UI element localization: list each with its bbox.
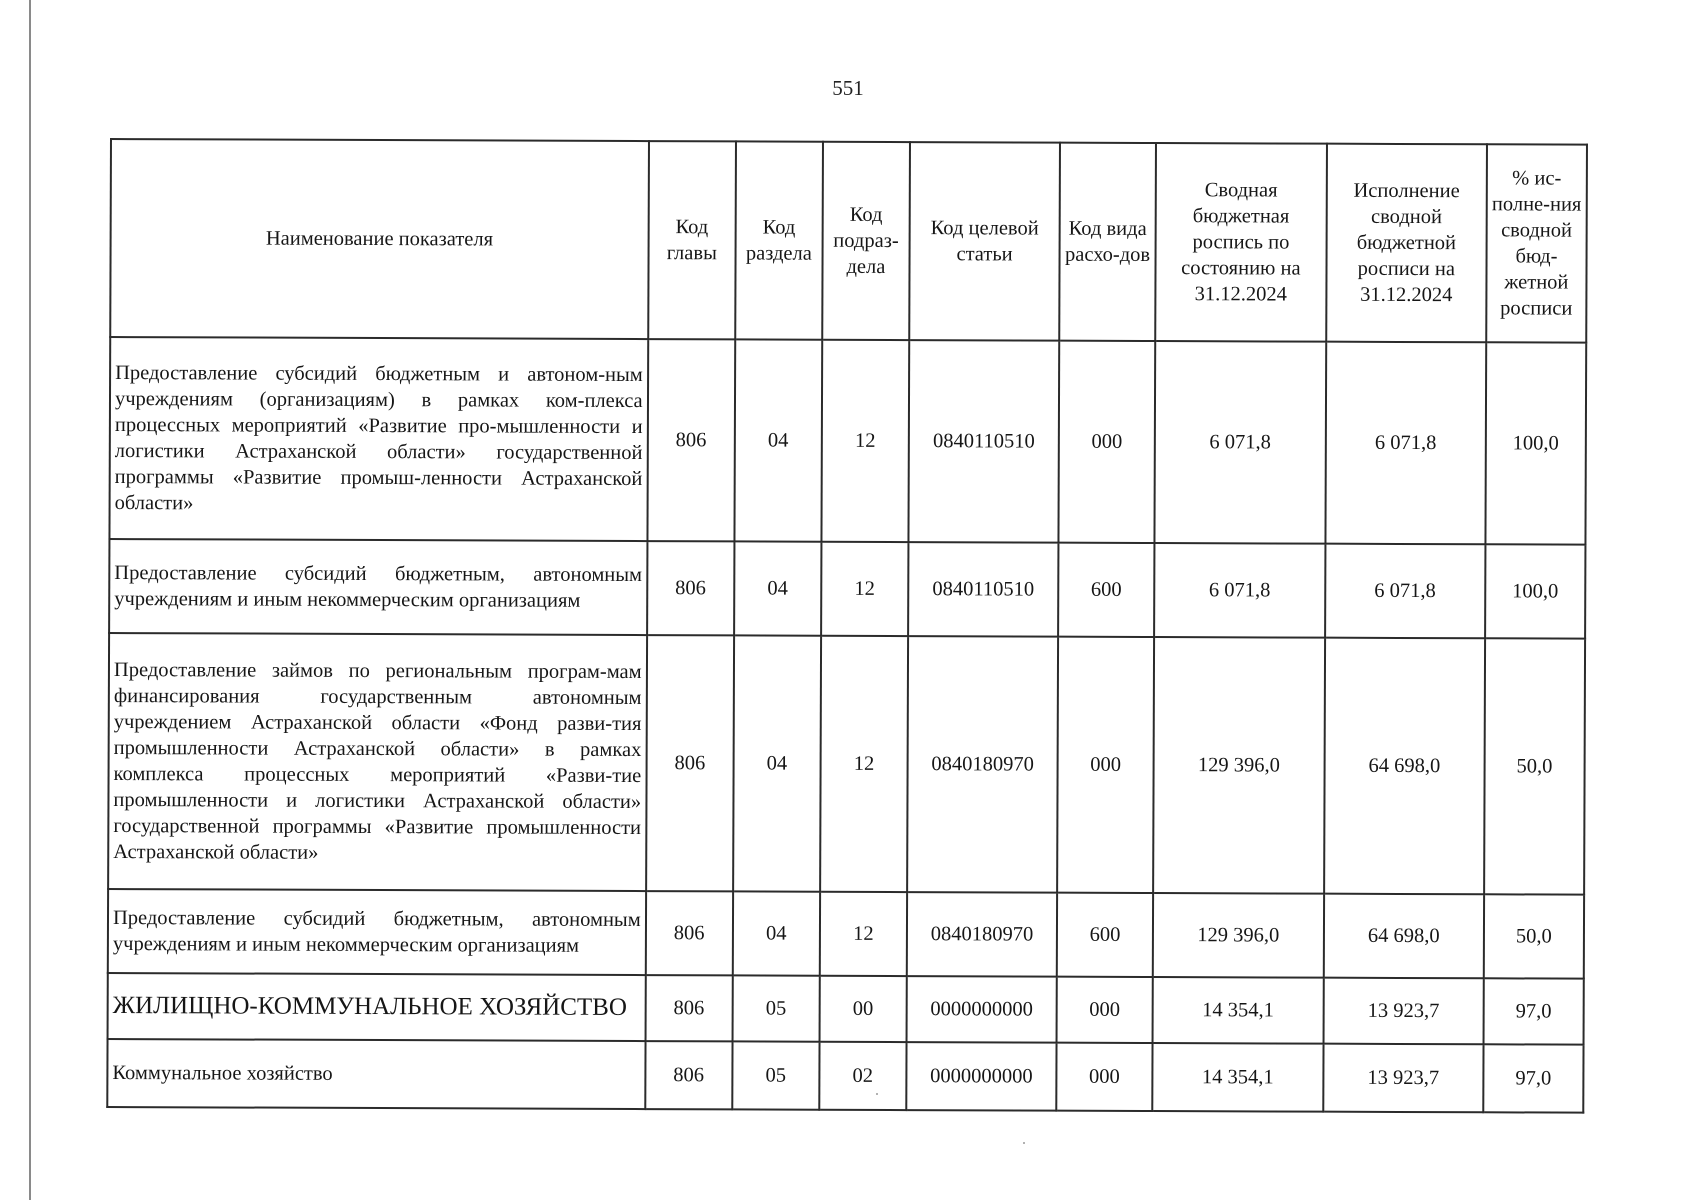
subsection-code-cell: 12 bbox=[821, 542, 908, 636]
indicator-name-cell: Предоставление субсидий бюджетным, автономным учреждениям и иным некоммерческим организациям bbox=[109, 539, 647, 635]
header-expense-type-code: Код вида расхо-дов bbox=[1059, 143, 1156, 341]
budget-execution-cell: 13 923,7 bbox=[1323, 978, 1483, 1045]
budget-execution-cell: 64 698,0 bbox=[1324, 894, 1484, 979]
expense-type-code-cell: 000 bbox=[1056, 1043, 1152, 1111]
execution-percent-cell: 97,0 bbox=[1483, 978, 1583, 1044]
execution-percent-cell: 100,0 bbox=[1485, 342, 1586, 544]
indicator-name-cell: Предоставление субсидий бюджетным, автономным учреждениям и иным некоммерческим организациям bbox=[108, 889, 646, 975]
subsection-code-cell: 12 bbox=[820, 636, 908, 892]
indicator-name-cell: Предоставление займов по региональным програм-мам финансирования государственным автономным учреждением Астраханской области «Фонд разви-тия промышленности Астраханской области» в рамках комплекса процессных мероприятий «Разви-тие промышленности и логистики Астраханской области» государственной программы «Развитие промышленности Астраханской области» bbox=[108, 633, 647, 891]
table-header-row bbox=[110, 139, 1587, 343]
section-code-cell: 04 bbox=[733, 891, 820, 975]
chapter-code-cell: 806 bbox=[645, 891, 732, 975]
scan-speck bbox=[876, 1093, 878, 1095]
chapter-code-cell: 806 bbox=[646, 635, 734, 891]
chapter-code-cell: 806 bbox=[645, 1041, 732, 1109]
header-budget-execution: Исполнение сводной бюджетной росписи на 31.12.2024 bbox=[1326, 144, 1487, 343]
header-section-code: Код раздела bbox=[735, 141, 823, 339]
target-article-code-cell: 0840110510 bbox=[908, 340, 1059, 543]
header-target-article-code: Код целевой статьи bbox=[909, 142, 1060, 341]
table-row bbox=[108, 633, 1585, 895]
table-row bbox=[109, 539, 1585, 639]
page-number: 551 bbox=[832, 76, 864, 100]
header-execution-percent: % ис-полне-ния сводной бюд-жетной росписи bbox=[1486, 144, 1587, 342]
indicator-name-cell: Коммунальное хозяйство bbox=[107, 1039, 645, 1109]
header-budget-plan: Сводная бюджетная роспись по состоянию на 31.12.2024 bbox=[1155, 143, 1327, 342]
header-subsection-code: Код подраз-дела bbox=[822, 142, 910, 340]
expense-type-code-cell: 000 bbox=[1057, 637, 1154, 893]
execution-percent-cell: 50,0 bbox=[1484, 894, 1585, 978]
chapter-code-cell: 806 bbox=[647, 541, 734, 635]
budget-plan-cell: 129 396,0 bbox=[1153, 893, 1324, 978]
section-code-cell: 04 bbox=[733, 635, 821, 891]
subsection-code-cell: 12 bbox=[820, 892, 907, 976]
chapter-code-cell: 806 bbox=[647, 339, 735, 541]
subsection-code-cell: 02 bbox=[819, 1042, 906, 1110]
budget-execution-cell: 64 698,0 bbox=[1324, 638, 1485, 895]
indicator-name-cell: Предоставление субсидий бюджетным и автоном-ным учреждениям (организациям) в рамках ком-плекса процессных мероприятий «Развитие про-мышленности и логистики Астраханской области» государственной программы «Развитие промыш-ленности Астраханской области» bbox=[109, 337, 647, 541]
expense-type-code-cell: 000 bbox=[1059, 341, 1156, 543]
section-code-cell: 05 bbox=[732, 1041, 819, 1109]
target-article-code-cell: 0840180970 bbox=[907, 636, 1058, 893]
chapter-code-cell: 806 bbox=[645, 975, 732, 1041]
execution-percent-cell: 100,0 bbox=[1485, 544, 1586, 638]
budget-execution-cell: 13 923,7 bbox=[1323, 1044, 1483, 1113]
expense-type-code-cell: 000 bbox=[1057, 977, 1153, 1043]
table-row bbox=[109, 337, 1586, 545]
subsection-code-cell: 12 bbox=[821, 340, 909, 542]
table-row bbox=[108, 973, 1584, 1045]
scan-speck bbox=[1023, 1142, 1025, 1144]
execution-percent-cell: 50,0 bbox=[1484, 638, 1585, 894]
indicator-name-cell: ЖИЛИЩНО-КОММУНАЛЬНОЕ ХОЗЯЙСТВО bbox=[108, 973, 646, 1041]
section-code-cell: 04 bbox=[734, 541, 821, 635]
budget-plan-cell: 14 354,1 bbox=[1152, 977, 1323, 1044]
budget-execution-table bbox=[106, 138, 1588, 1114]
budget-plan-cell: 6 071,8 bbox=[1154, 543, 1325, 638]
page-edge-line bbox=[29, 0, 31, 1200]
header-indicator-name: Наименование показателя bbox=[110, 139, 648, 339]
budget-execution-cell: 6 071,8 bbox=[1325, 544, 1485, 639]
expense-type-code-cell: 600 bbox=[1058, 543, 1154, 637]
budget-plan-cell: 6 071,8 bbox=[1154, 341, 1326, 544]
target-article-code-cell: 0840110510 bbox=[908, 542, 1059, 637]
budget-plan-cell: 14 354,1 bbox=[1152, 1043, 1323, 1112]
target-article-code-cell: 0000000000 bbox=[906, 976, 1056, 1043]
budget-plan-cell: 129 396,0 bbox=[1153, 637, 1325, 894]
table-row bbox=[107, 1039, 1583, 1113]
execution-percent-cell: 97,0 bbox=[1483, 1044, 1583, 1112]
section-code-cell: 05 bbox=[732, 975, 819, 1041]
budget-execution-cell: 6 071,8 bbox=[1325, 342, 1486, 545]
subsection-code-cell: 00 bbox=[819, 976, 906, 1042]
header-chapter-code: Код главы bbox=[648, 141, 736, 339]
table-row bbox=[108, 889, 1584, 979]
expense-type-code-cell: 600 bbox=[1057, 893, 1153, 977]
target-article-code-cell: 0000000000 bbox=[906, 1042, 1056, 1111]
target-article-code-cell: 0840180970 bbox=[907, 892, 1058, 977]
section-code-cell: 04 bbox=[734, 339, 822, 541]
